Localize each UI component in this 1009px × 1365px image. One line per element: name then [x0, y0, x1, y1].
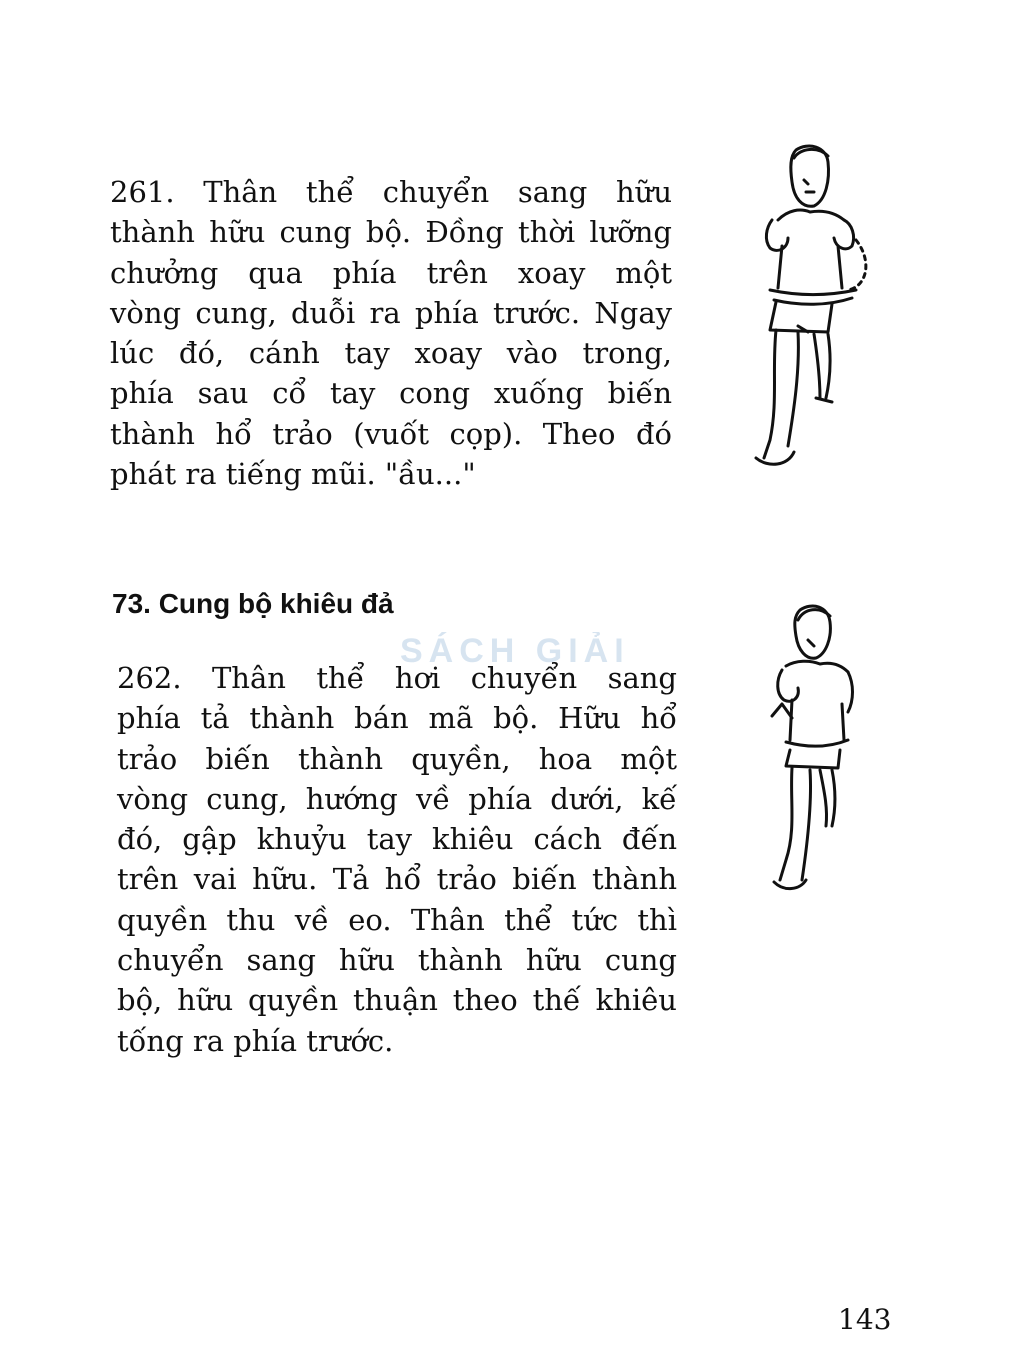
paragraph-262: [117, 658, 677, 1061]
martial-arts-figure-261: [748, 140, 878, 480]
paragraph-line: đó, gập khuỷu tay khiêu cách đến: [117, 822, 677, 857]
section-heading: 73. Cung bộ khiêu đả: [112, 588, 394, 619]
watermark-logo: SÁCH GIẢI: [400, 632, 630, 670]
paragraph-line: tống ra phía trước.: [117, 1023, 394, 1058]
paragraph-line: phía tả thành bán mã bộ. Hữu hổ: [117, 701, 677, 736]
martial-arts-figure-262: [762, 600, 872, 900]
paragraph-line: quyền thu về eo. Thân thể tức thì: [117, 902, 677, 937]
paragraph-line: vòng cung, hướng về phía dưới, kế: [117, 781, 677, 816]
paragraph-line: chuyển sang hữu thành hữu cung: [117, 943, 677, 978]
paragraph-line: bộ, hữu quyền thuận theo thế khiêu: [117, 983, 677, 1018]
paragraph-line: phía sau cổ tay cong xuống biến: [110, 376, 672, 411]
paragraph-line: thành hổ trảo (vuốt cọp). Theo đó: [110, 416, 672, 451]
paragraph-line: phát ra tiếng mũi. "ầu...": [110, 457, 476, 492]
paragraph-line: thành hữu cung bộ. Đồng thời lưỡng: [110, 215, 672, 250]
paragraph-line: 262. Thân thể hơi chuyển sang: [117, 661, 677, 695]
paragraph-261: [110, 172, 672, 494]
paragraph-line: chưởng qua phía trên xoay một: [110, 255, 672, 290]
page-number: 143: [838, 1303, 892, 1336]
paragraph-line: 261. Thân thể chuyển sang hữu: [110, 175, 672, 209]
paragraph-line: trảo biến thành quyền, hoa một: [117, 741, 677, 776]
paragraph-line: lúc đó, cánh tay xoay vào trong,: [110, 336, 672, 371]
paragraph-line: trên vai hữu. Tả hổ trảo biến thành: [117, 862, 677, 897]
paragraph-line: vòng cung, duỗi ra phía trước. Ngay: [110, 295, 672, 330]
